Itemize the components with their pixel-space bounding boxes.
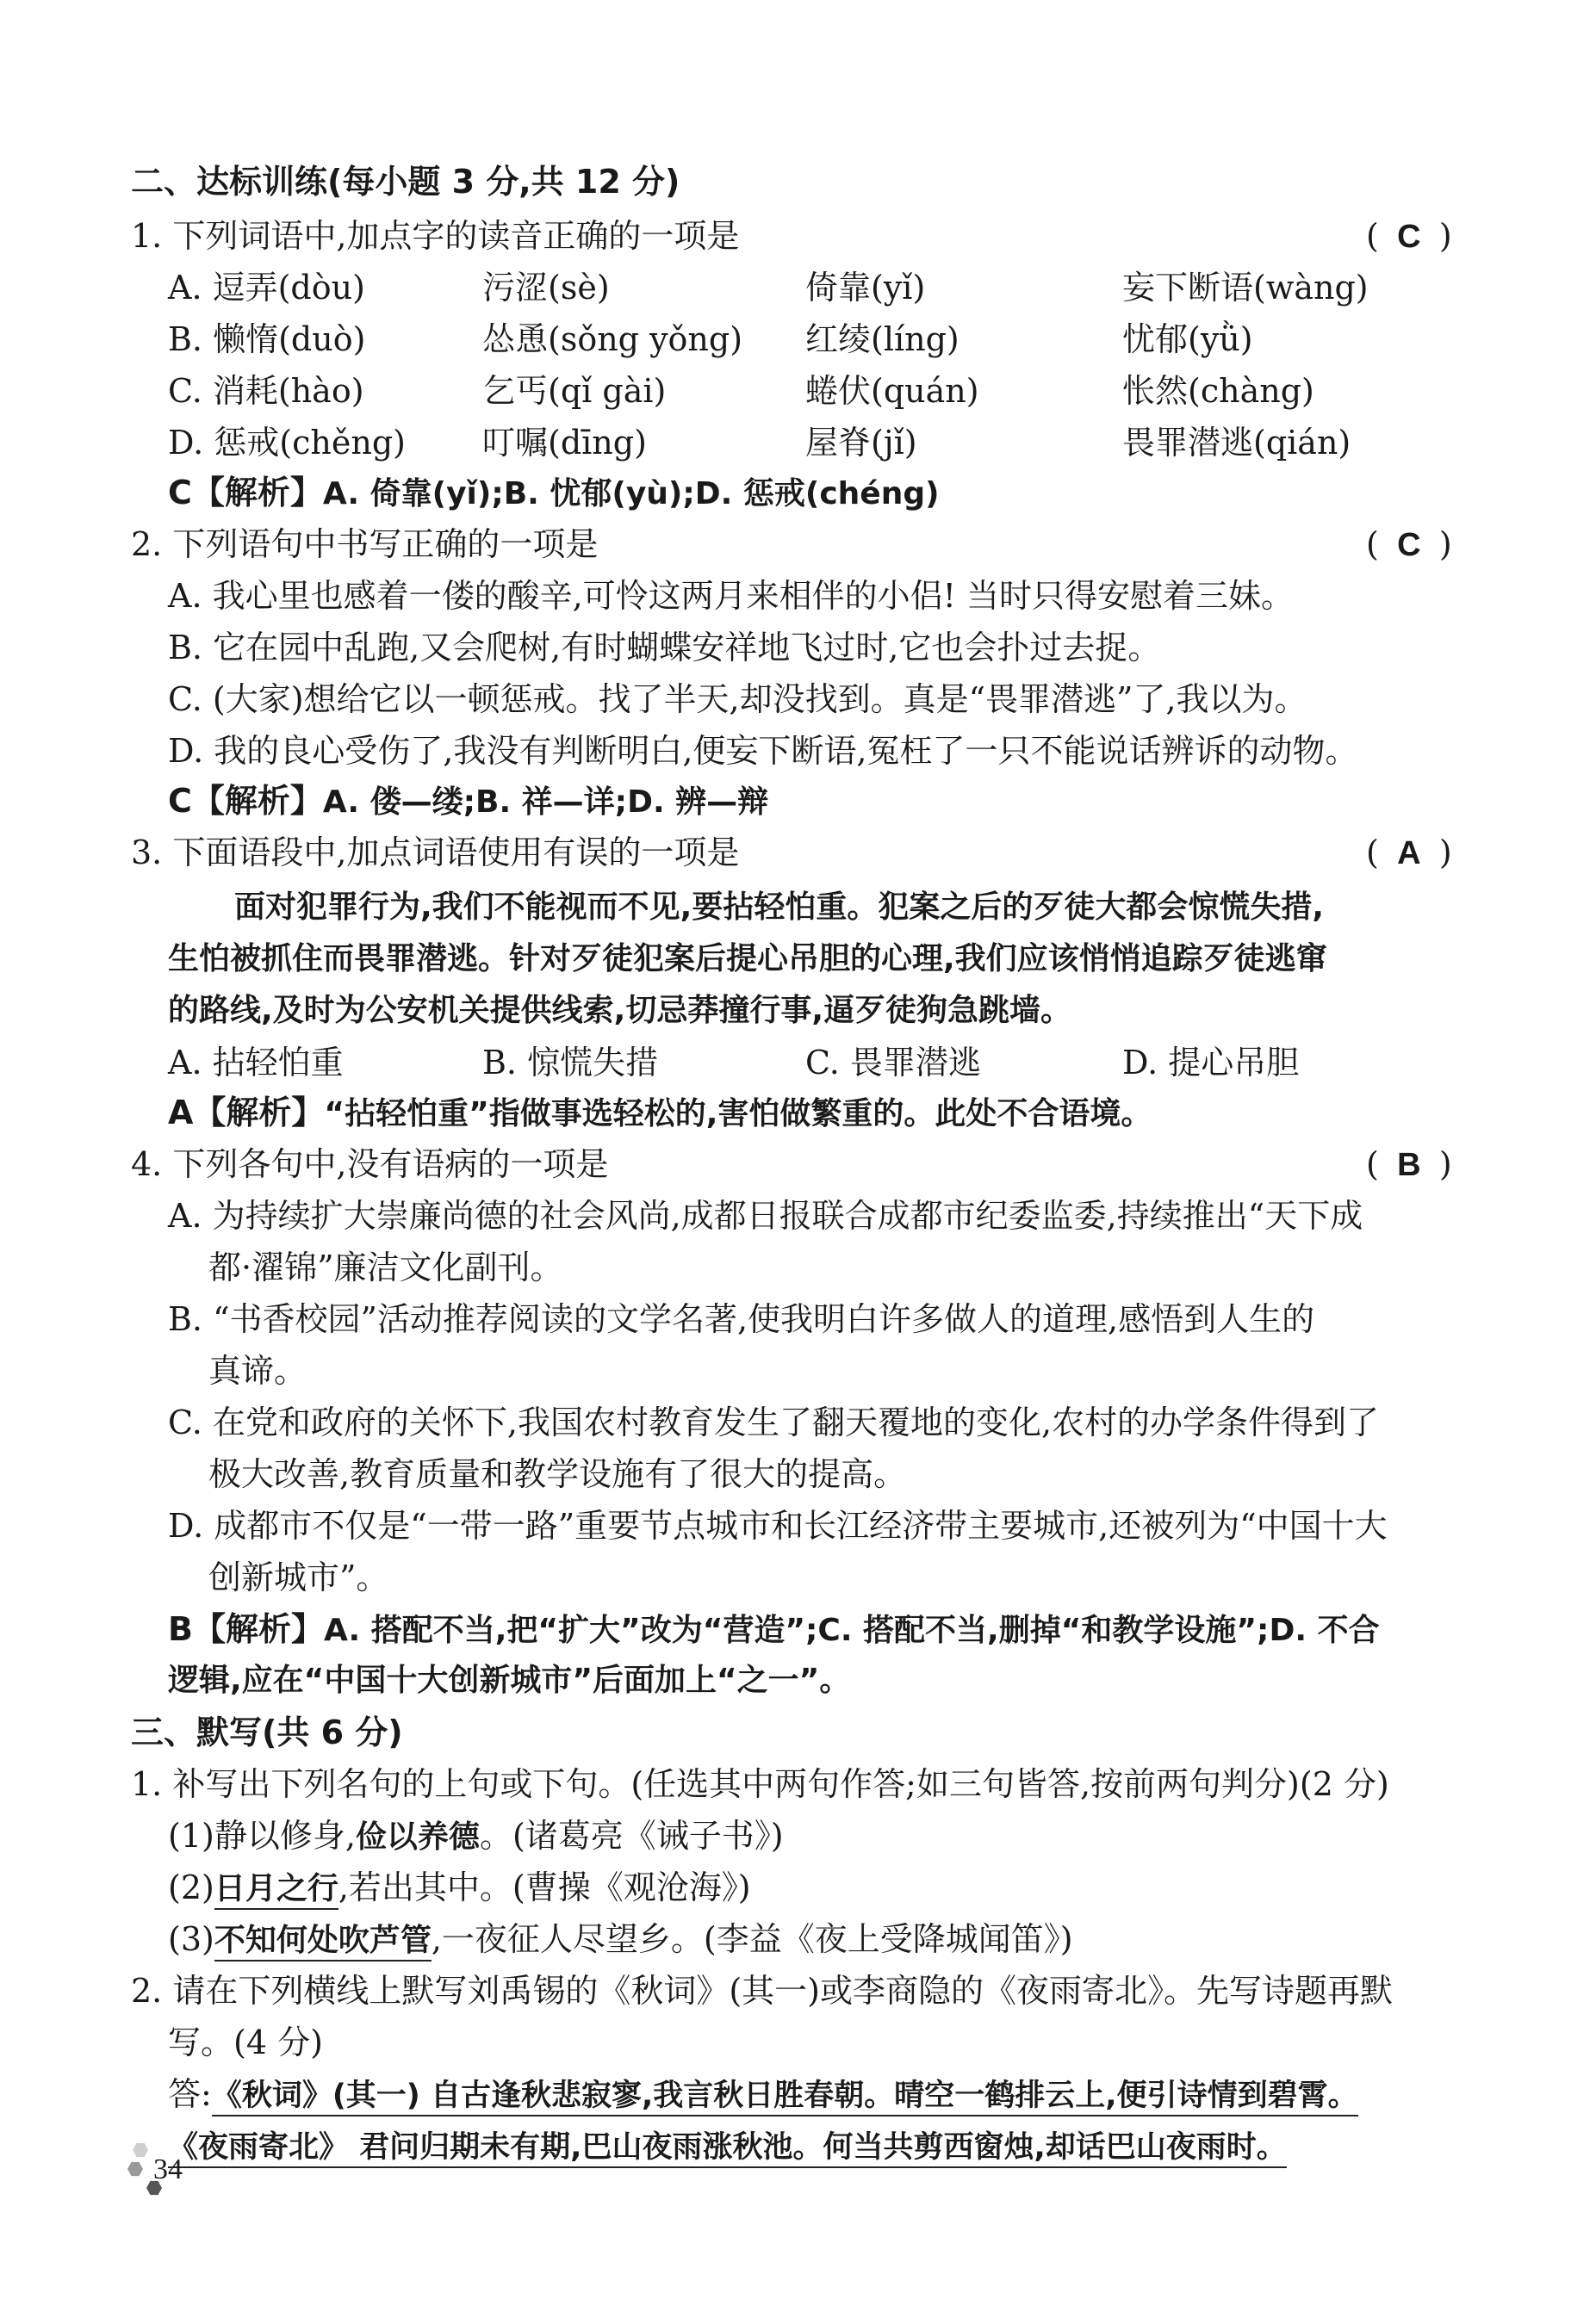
dictation-question-1-stem: 1. 补写出下列名句的上句或下句。(任选其中两句作答;如三句皆答,按前两句判分)(2 分) xyxy=(131,1765,1389,1803)
q4-option-a-line-1: A. 为持续扩大崇廉尚德的社会风尚,成都日报联合成都市纪委监委,持续推出“天下成 xyxy=(168,1197,1363,1235)
q1-option-a-3: 倚靠(yǐ) xyxy=(805,269,926,307)
dictation-source: 。(诸葛亮《诫子书》) xyxy=(479,1817,784,1855)
answer-letter: C xyxy=(1397,219,1421,255)
q1-analysis xyxy=(168,472,940,513)
answer-letter: A xyxy=(1397,835,1421,871)
dictation-answer-line-1 xyxy=(168,2073,1358,2115)
q1-option-c-3: 蜷伏(quán) xyxy=(805,372,979,410)
dictation-prompt: (1)静以修身, xyxy=(168,1817,356,1855)
section-heading-3: 三、默写(共 6 分) xyxy=(131,1714,403,1751)
dictation-source: ,若出其中。(曹操《观沧海》) xyxy=(338,1868,751,1906)
q1-option-d-3: 屋脊(jǐ) xyxy=(805,424,917,462)
dictation-item-1 xyxy=(168,1815,784,1856)
analysis-text: A. 倚靠(yǐ);B. 忧郁(yù);D. 惩戒(chéng) xyxy=(322,476,940,511)
dictation-answer: 日月之行 xyxy=(214,1871,338,1910)
q4-option-d-line-2: 创新城市”。 xyxy=(208,1559,389,1596)
q3-option-b: B. 惊慌失措 xyxy=(482,1044,659,1081)
page-number: 34 xyxy=(153,2154,183,2185)
q4-option-b-line-1: B. “书香校园”活动推荐阅读的文学名著,使我明白许多做人的道理,感悟到人生的 xyxy=(168,1300,1315,1338)
hexagon-decoration-icon xyxy=(127,2161,143,2177)
q3-analysis xyxy=(168,1092,1152,1133)
q4-option-c-line-2: 极大改善,教育质量和教学设施有了很大的提高。 xyxy=(208,1455,907,1493)
q2-option-c: C. (大家)想给它以一顿惩戒。找了半天,却没找到。真是“畏罪潜逃”了,我以为。 xyxy=(168,680,1307,718)
poem-answer: 《夜雨寄北》 君问归期未有期,巴山夜雨涨秋池。何当共剪西窗烛,却话巴山夜雨时。 xyxy=(168,2130,1287,2168)
q3-passage-line-1: 面对犯罪行为,我们不能视而不见,要拈轻怕重。犯案之后的歹徒大都会惊慌失措, xyxy=(234,889,1325,925)
q4-analysis-line-2: 逻辑,应在“中国十大创新城市”后面加上“之一”。 xyxy=(168,1663,851,1698)
q4-analysis-line-1 xyxy=(168,1608,1380,1650)
answer-label: 答: xyxy=(168,2075,212,2113)
dictation-question-2-stem-line-1: 2. 请在下列横线上默写刘禹锡的《秋词》(其一)或李商隐的《夜雨寄北》。先写诗题再默 xyxy=(131,1972,1393,2010)
q1-option-a-2: 污涩(sè) xyxy=(482,269,610,307)
q1-option-a-1: A. 逗弄(dòu) xyxy=(168,269,365,307)
q1-option-d-4: 畏罪潜逃(qián) xyxy=(1122,424,1351,462)
answer-letter: C xyxy=(1397,527,1421,563)
q4-option-d-line-1: D. 成都市不仅是“一带一路”重要节点城市和长江经济带主要城市,还被列为“中国十大 xyxy=(168,1507,1388,1545)
dictation-prompt: (3) xyxy=(168,1920,214,1958)
question-2-stem: 2. 下列语句中书写正确的一项是 xyxy=(131,525,599,563)
q2-option-d: D. 我的良心受伤了,我没有判断明白,便妄下断语,冤枉了一只不能说话辨诉的动物。 xyxy=(168,732,1358,770)
q1-option-c-2: 乞丐(qǐ gài) xyxy=(482,372,667,410)
q1-option-d-1: D. 惩戒(chěng) xyxy=(168,424,406,462)
dictation-source: ,一夜征人尽望乡。(李益《夜上受降城闻笛》) xyxy=(431,1920,1073,1958)
analysis-label: C【解析】 xyxy=(168,474,323,511)
q1-option-b-3: 红绫(líng) xyxy=(805,320,959,358)
q1-option-c-4: 怅然(chàng) xyxy=(1122,372,1314,410)
q3-option-c: C. 畏罪潜逃 xyxy=(805,1044,981,1081)
answer-letter: B xyxy=(1397,1147,1421,1183)
q2-analysis xyxy=(168,780,768,821)
q1-option-a-4: 妄下断语(wàng) xyxy=(1122,269,1369,307)
q3-passage-line-2: 生怕被抓住而畏罪潜逃。针对歹徒犯案后提心吊胆的心理,我们应该悄悄追踪歹徒逃窜 xyxy=(168,941,1327,976)
dictation-item-2 xyxy=(168,1867,751,1908)
analysis-text: A. 搭配不当,把“扩大”改为“营造”;C. 搭配不当,删掉“和教学设施”;D. 不合 xyxy=(323,1613,1380,1648)
q2-option-a: A. 我心里也感着一偻的酸辛,可怜这两月来相伴的小侣! 当时只得安慰着三妹。 xyxy=(168,577,1295,615)
analysis-label: C【解析】 xyxy=(168,782,323,820)
question-4-stem: 4. 下列各句中,没有语病的一项是 xyxy=(131,1145,609,1183)
dictation-item-3 xyxy=(168,1918,1073,1960)
section-heading-2: 二、达标训练(每小题 3 分,共 12 分) xyxy=(131,163,680,201)
dictation-question-2-stem-line-2: 写。(4 分) xyxy=(168,2023,323,2061)
q1-option-d-2: 叮嘱(dīng) xyxy=(482,424,647,462)
dictation-answer-line-2 xyxy=(168,2125,1287,2166)
question-3-stem: 3. 下面语段中,加点词语使用有误的一项是 xyxy=(131,834,740,871)
analysis-text: A. 偻—缕;B. 祥—详;D. 辨—辩 xyxy=(322,784,769,820)
answer-bracket-q1: ( C ) xyxy=(1366,215,1452,257)
analysis-label: B【解析】 xyxy=(168,1610,324,1648)
q1-option-b-1: B. 懒惰(duò) xyxy=(168,320,366,358)
answer-bracket-q3: ( A ) xyxy=(1366,832,1452,874)
q2-option-b: B. 它在园中乱跑,又会爬树,有时蝴蝶安祥地飞过时,它也会扑过去捉。 xyxy=(168,629,1161,666)
hexagon-decoration-icon xyxy=(133,2142,148,2158)
analysis-text: “拈轻怕重”指做事选轻松的,害怕做繁重的。此处不合语境。 xyxy=(324,1096,1152,1131)
q4-option-c-line-1: C. 在党和政府的关怀下,我国农村教育发生了翻天覆地的变化,农村的办学条件得到了 xyxy=(168,1404,1380,1441)
q3-passage-line-3: 的路线,及时为公安机关提供线索,切忌莽撞行事,逼歹徒狗急跳墙。 xyxy=(168,993,1072,1028)
q1-option-c-1: C. 消耗(hào) xyxy=(168,372,364,410)
poem-answer: 《秋词》(其一) 自古逢秋悲寂寥,我言秋日胜春朝。晴空一鹤排云上,便引诗情到碧霄。 xyxy=(212,2079,1358,2116)
dictation-answer: 俭以养德 xyxy=(355,1819,480,1855)
q1-option-b-2: 怂恿(sǒng yǒng) xyxy=(482,320,743,358)
analysis-label: A【解析】 xyxy=(168,1094,325,1131)
answer-bracket-q4: ( B ) xyxy=(1366,1143,1452,1186)
q3-option-d: D. 提心吊胆 xyxy=(1122,1044,1300,1081)
q1-option-b-4: 忧郁(yǜ) xyxy=(1122,320,1253,358)
answer-bracket-q2: ( C ) xyxy=(1366,524,1452,566)
q3-option-a: A. 拈轻怕重 xyxy=(168,1044,344,1081)
dictation-prompt: (2) xyxy=(168,1868,214,1906)
dictation-answer: 不知何处吹芦管 xyxy=(214,1923,432,1961)
q4-option-a-line-2: 都·濯锦”廉洁文化副刊。 xyxy=(208,1249,563,1286)
q4-option-b-line-2: 真谛。 xyxy=(208,1352,307,1390)
question-1-stem: 1. 下列词语中,加点字的读音正确的一项是 xyxy=(131,217,740,255)
